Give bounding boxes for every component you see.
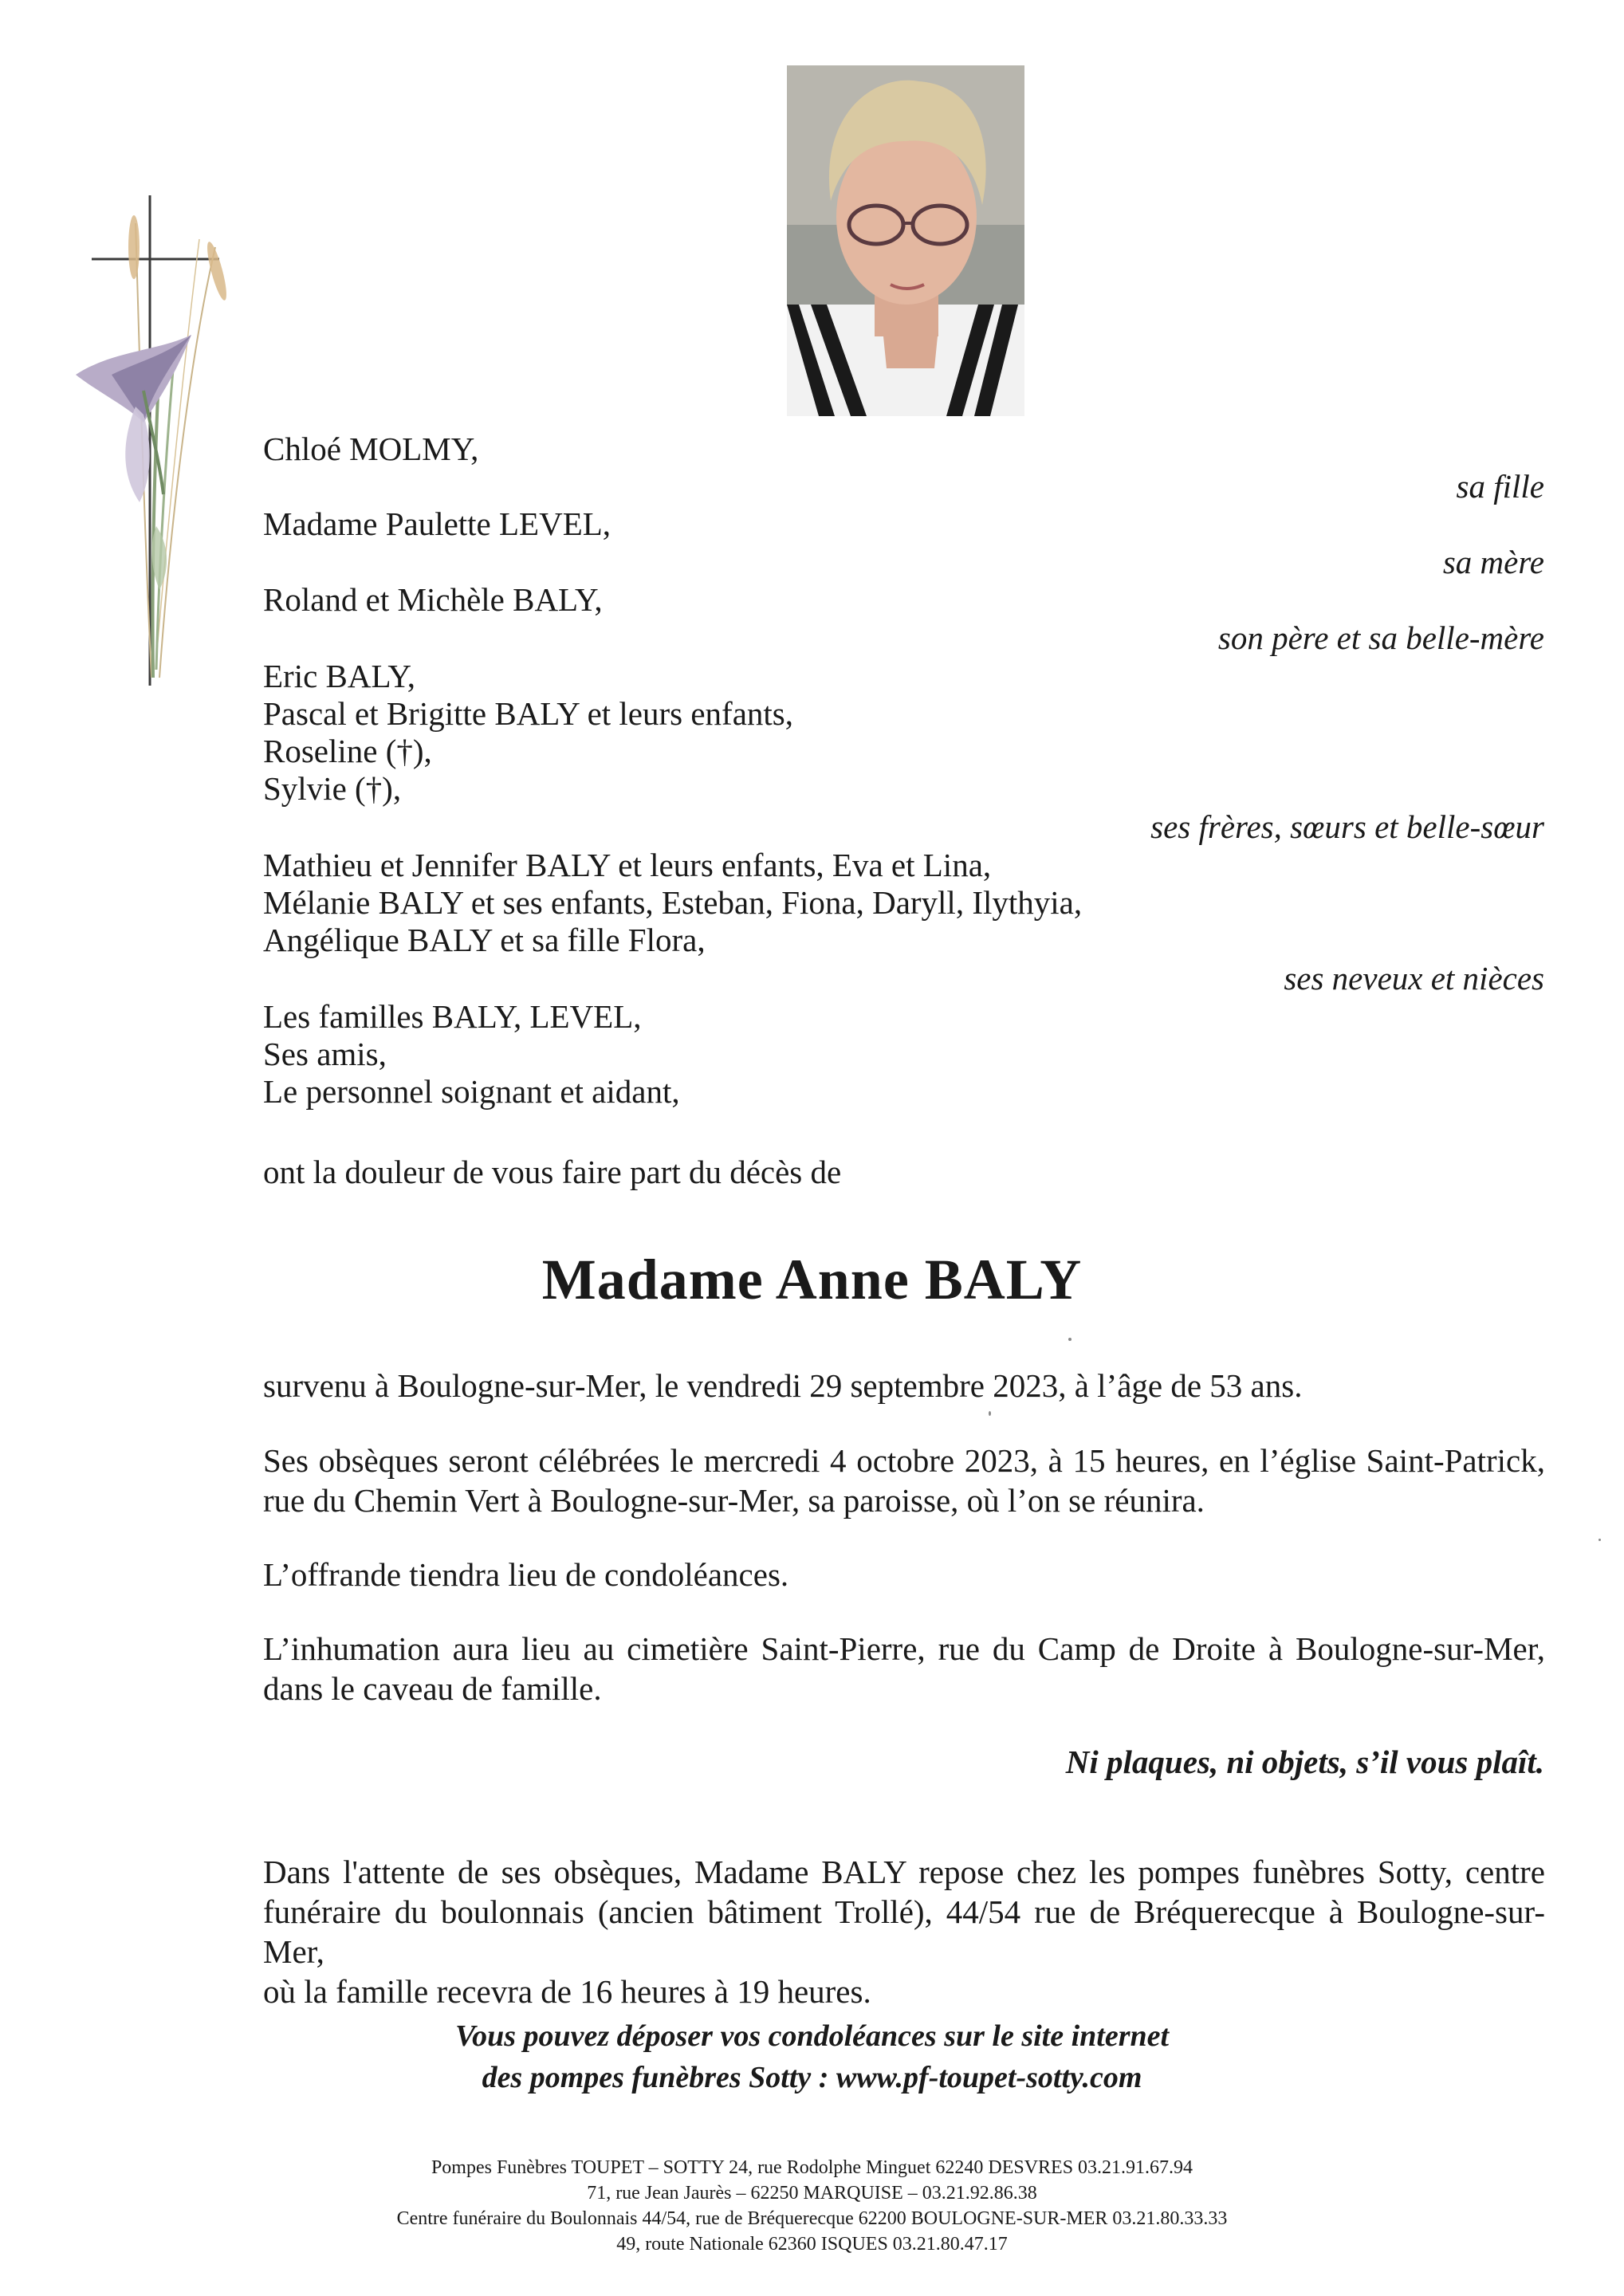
family-name: Madame Paulette LEVEL, [263, 505, 611, 542]
scan-speck [1598, 1539, 1601, 1541]
relation-label: ses neveux et nièces [1284, 960, 1544, 997]
footer-line: Centre funéraire du Boulonnais 44/54, rue de Bréquerecque 62200 BOULOGNE-SUR-MER 03.21.80.33.33 [396, 2208, 1228, 2229]
footer-line: 49, route Nationale 62360 ISQUES 03.21.80.47.17 [616, 2234, 1008, 2255]
rest-line: Dans l'attente de ses obsèques, Madame BALY repose chez les pompes funèbres Sotty, centre [263, 1854, 1545, 1890]
relation-label: ses frères, sœurs et belle-sœur [1150, 808, 1544, 845]
no-plaques-note: Ni plaques, ni objets, s’il vous plaît. [1065, 1744, 1544, 1780]
funeral-line: Ses obsèques seront célébrées le mercredi 4 octobre 2023, à 15 heures, en l’église Saint-Patrick, [263, 1442, 1545, 1479]
condolences-line: des pompes funèbres Sotty : www.pf-toupet-sotty.com [482, 2061, 1142, 2094]
family-name: Angélique BALY et sa fille Flora, [263, 922, 706, 958]
rest-paragraph [263, 1852, 1545, 2011]
relation-label: sa fille [1456, 468, 1544, 505]
burial-line: L’inhumation aura lieu au cimetière Saint-Pierre, rue du Camp de Droite à Boulogne-sur-Mer, [263, 1630, 1545, 1667]
relation-label: son père et sa belle-mère [1217, 619, 1544, 656]
rest-line: où la famille recevra de 16 heures à 19 heures. [263, 1973, 871, 2010]
family-name: Les familles BALY, LEVEL, [263, 998, 642, 1035]
footer-line: 71, rue Jean Jaurès – 62250 MARQUISE – 03.21.92.86.38 [587, 2183, 1037, 2204]
family-name: Ses amis, [263, 1036, 387, 1072]
footer-contacts [0, 2155, 1624, 2257]
family-name: Sylvie (†), [263, 770, 402, 807]
condolences-line: Vous pouvez déposer vos condoléances sur le site internet [454, 2019, 1170, 2053]
scan-speck [1068, 1338, 1072, 1341]
family-name: Roland et Michèle BALY, [263, 581, 603, 618]
condolences-notice [0, 2015, 1624, 2098]
cross-with-lily-icon [64, 191, 247, 686]
death-details: survenu à Boulogne-sur-Mer, le vendredi 29 septembre 2023, à l’âge de 53 ans. [263, 1367, 1303, 1404]
deceased-name: Madame Anne BALY [541, 1248, 1083, 1311]
burial-paragraph [263, 1629, 1545, 1708]
scan-speck [989, 1411, 991, 1416]
family-name: Le personnel soignant et aidant, [263, 1073, 680, 1110]
funeral-line: rue du Chemin Vert à Boulogne-sur-Mer, sa paroisse, où l’on se réunira. [263, 1482, 1205, 1519]
relation-label: sa mère [1442, 544, 1544, 580]
family-name: Eric BALY, [263, 658, 416, 694]
portrait-photo [787, 65, 1024, 416]
footer-line: Pompes Funèbres TOUPET – SOTTY 24, rue Rodolphe Minguet 62240 DESVRES 03.21.91.67.94 [431, 2157, 1193, 2178]
burial-line: dans le caveau de famille. [263, 1670, 602, 1707]
family-name: Chloé MOLMY, [263, 431, 479, 467]
announcement-text: ont la douleur de vous faire part du décès de [263, 1154, 842, 1190]
offering-text: L’offrande tiendra lieu de condoléances. [263, 1556, 789, 1593]
family-name: Roseline (†), [263, 733, 432, 769]
family-name: Mathieu et Jennifer BALY et leurs enfants, Eva et Lina, [263, 847, 992, 883]
rest-line: funéraire du boulonnais (ancien bâtiment Trollé), 44/54 rue de Bréquerecque à Boulogne-sur-Mer, [263, 1893, 1545, 1970]
family-name: Pascal et Brigitte BALY et leurs enfants, [263, 695, 794, 732]
family-name: Mélanie BALY et ses enfants, Esteban, Fiona, Daryll, Ilythyia, [263, 884, 1083, 921]
funeral-paragraph [263, 1441, 1545, 1520]
